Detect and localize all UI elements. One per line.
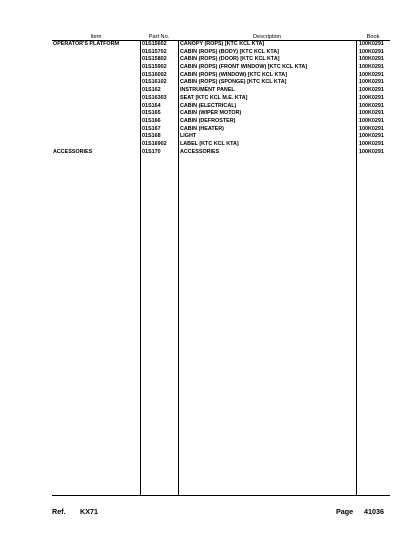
table-row — [0, 118, 416, 126]
row-book: 100K0291 — [359, 56, 384, 63]
table-row — [0, 126, 416, 134]
row-part-no: 01S167 — [142, 125, 161, 132]
row-part-no: 01S166 — [142, 117, 161, 124]
row-description: CABIN (ROPS) (BODY) [KTC KCL KTA] — [180, 48, 279, 55]
row-part-no: 01S170 — [142, 148, 161, 155]
page-label: Page — [336, 507, 354, 516]
row-part-no: 01S164 — [142, 102, 161, 109]
page-number: 41036 — [364, 507, 384, 516]
row-description: CABIN (ROPS) (DOOR) [KTC KCL KTA] — [180, 56, 280, 63]
row-description: CABIN (ROPS) (SPONGE) [KTC KCL KTA] — [180, 79, 287, 86]
table-row — [0, 95, 416, 103]
row-description: INSTRUMENT PANEL — [180, 87, 235, 94]
row-book: 100K0291 — [359, 125, 384, 132]
row-book: 100K0291 — [359, 102, 384, 109]
row-part-no: 01S15602 — [142, 41, 167, 47]
row-book: 100K0291 — [359, 71, 384, 78]
row-description: ACCESSORIES — [180, 148, 220, 155]
header-item: Item — [90, 34, 102, 40]
row-book: 100K0291 — [359, 117, 384, 124]
row-description: CABIN (ROPS) (FRONT WINDOW) [KTC KCL KTA] — [180, 64, 308, 71]
row-book: 100K0291 — [359, 94, 384, 101]
row-description: LABEL [KTC KCL KTA] — [180, 140, 239, 147]
row-item: ACCESSORIES — [53, 148, 93, 155]
row-item: OPERATOR'S PLATFORM — [53, 41, 119, 47]
table-row — [0, 79, 416, 87]
row-description: CABIN (WIPER MOTOR) — [180, 110, 242, 117]
table-row — [0, 72, 416, 80]
row-part-no: 01S16902 — [142, 140, 167, 147]
row-part-no: 01S16102 — [142, 79, 167, 86]
parts-table — [0, 41, 416, 156]
table-row — [0, 110, 416, 118]
row-description: CANOPY (ROPS) [KTC KCL KTA] — [180, 41, 265, 47]
row-description: SEAT [KTC KCL M.E. KTA] — [180, 94, 248, 101]
row-part-no: 01S165 — [142, 110, 161, 117]
row-part-no: 01S168 — [142, 133, 161, 140]
row-description: CABIN (ELECTRICAL) — [180, 102, 237, 109]
row-book: 100K0291 — [359, 110, 384, 117]
header-book: Book — [366, 34, 380, 40]
row-book: 100K0291 — [359, 48, 384, 55]
row-part-no: 01S16002 — [142, 71, 167, 78]
row-description: CABIN (HEATER) — [180, 125, 224, 132]
row-part-no: 01S15802 — [142, 56, 167, 63]
row-part-no: 01S162 — [142, 87, 161, 94]
header-part-no: Part No. — [148, 34, 170, 40]
row-description: CABIN (DEFROSTER) — [180, 117, 236, 124]
table-row — [0, 141, 416, 149]
table-row — [0, 41, 416, 49]
row-description: CABIN (ROPS) (WINDOW) [KTC KCL KTA] — [180, 71, 287, 78]
table-row — [0, 49, 416, 57]
table-row — [0, 87, 416, 95]
row-book: 100K0291 — [359, 64, 384, 71]
ref-value: KX71 — [80, 507, 98, 516]
ref-label: Ref. — [52, 507, 66, 516]
row-part-no: 01S16303 — [142, 94, 167, 101]
row-book: 100K0291 — [359, 140, 384, 147]
table-row — [0, 133, 416, 141]
row-book: 100K0291 — [359, 148, 384, 155]
table-row — [0, 56, 416, 64]
table-row — [0, 103, 416, 111]
row-part-no: 01S15902 — [142, 64, 167, 71]
row-description: LIGHT — [180, 133, 197, 140]
row-book: 100K0291 — [359, 41, 384, 47]
table-row — [0, 149, 416, 157]
row-book: 100K0291 — [359, 133, 384, 140]
table-row — [0, 64, 416, 72]
row-book: 100K0291 — [359, 87, 384, 94]
row-book: 100K0291 — [359, 79, 384, 86]
header-description: Description — [253, 34, 281, 40]
row-part-no: 01S15702 — [142, 48, 167, 55]
bottom-rule — [52, 495, 390, 496]
